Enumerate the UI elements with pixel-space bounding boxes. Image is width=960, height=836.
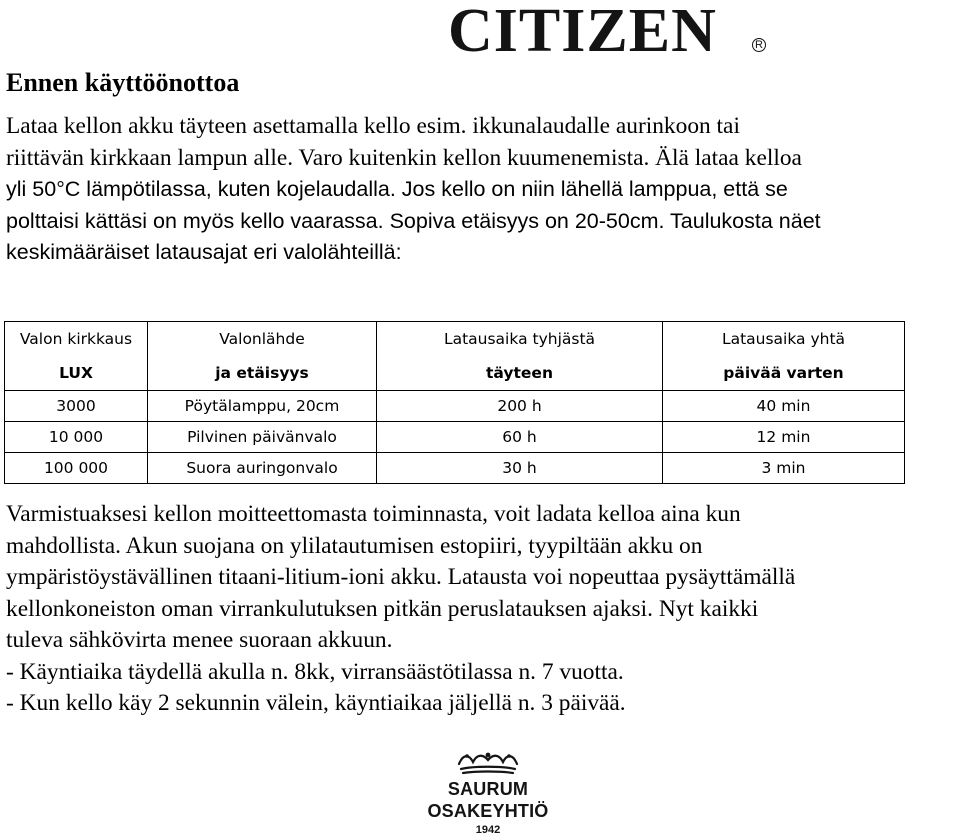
cell-source: Pöytälamppu, 20cm [148, 391, 377, 422]
intro-line: riittävän kirkkaan lampun alle. Varo kuitenkin kellon kuumenemista. Älä lataa kelloa [6, 144, 802, 171]
table-row [5, 391, 905, 422]
cell-full-charge: 200 h [377, 391, 663, 422]
cell-lux: 10 000 [5, 422, 148, 453]
crown-icon [453, 750, 523, 776]
cell-source: Pilvinen päivänvalo [148, 422, 377, 453]
cell-one-day: 12 min [663, 422, 905, 453]
page-title: Ennen käyttöönottoa [6, 68, 240, 97]
intro-line: yli 50°C lämpötilassa, kuten kojelaudalla. Jos kello on niin lähellä lamppua, että se [6, 177, 788, 201]
body-line: ympäristöystävällinen titaani-litium-ioni akku. Latausta voi nopeuttaa pysäyttämällä [6, 564, 796, 590]
body-line: tuleva sähkövirta menee suoraan akkuun. [6, 627, 393, 653]
company-name: SAURUM OSAKEYHTIÖ [427, 779, 549, 821]
header-one-day-sub: päivää varten [663, 356, 905, 391]
header-lux-sub: LUX [5, 356, 148, 391]
intro-line: Lataa kellon akku täyteen asettamalla kello esim. ikkunalaudalle aurinkoon tai [6, 113, 740, 139]
cell-one-day: 40 min [663, 391, 905, 422]
header-lux: Valon kirkkaus [5, 322, 148, 357]
header-full-charge: Latausaika tyhjästä [377, 322, 663, 357]
body-paragraph [6, 499, 958, 720]
header-light-source: Valonlähde [148, 322, 377, 357]
header-full-charge-sub: täyteen [377, 356, 663, 391]
intro-line: keskimääräiset latausajat eri valolähteillä: [6, 240, 402, 264]
charging-time-table [4, 321, 905, 484]
registered-mark: R [752, 38, 766, 52]
body-line: kellonkoneiston oman virrankulutuksen pitkän peruslatauksen ajaksi. Nyt kaikki [6, 595, 759, 622]
body-line: - Kun kello käy 2 sekunnin välein, käyntiaikaa jäljellä n. 3 päivää. [6, 690, 626, 716]
table-header-row [5, 356, 905, 391]
company-year: 1942 [475, 824, 501, 836]
cell-lux: 100 000 [5, 453, 148, 484]
body-line: mahdollista. Akun suojana on ylilatautumisen estopiiri, tyypiltään akku on [6, 532, 703, 559]
header-one-day: Latausaika yhtä [663, 322, 905, 357]
citizen-logo [448, 0, 717, 65]
intro-line: polttaisi kättäsi on myös kello vaarassa. Sopiva etäisyys on 20-50cm. Taulukosta näet [6, 208, 821, 233]
cell-lux: 3000 [5, 391, 148, 422]
body-line: - Käyntiaika täydellä akulla n. 8kk, virransäästötilassa n. 7 vuotta. [6, 658, 624, 685]
body-line: Varmistuaksesi kellon moitteettomasta toiminnasta, voit ladata kelloa aina kun [6, 501, 741, 527]
cell-full-charge: 60 h [377, 422, 663, 453]
saurum-logo [396, 750, 580, 836]
header-light-source-sub: ja etäisyys [148, 356, 377, 391]
cell-source: Suora auringonvalo [148, 453, 377, 484]
table-row [5, 453, 905, 484]
intro-paragraph [6, 111, 958, 269]
cell-full-charge: 30 h [377, 453, 663, 484]
cell-one-day: 3 min [663, 453, 905, 484]
table-row [5, 422, 905, 453]
table-header-row [5, 322, 905, 357]
brand-name: CITIZEN [448, 0, 717, 65]
